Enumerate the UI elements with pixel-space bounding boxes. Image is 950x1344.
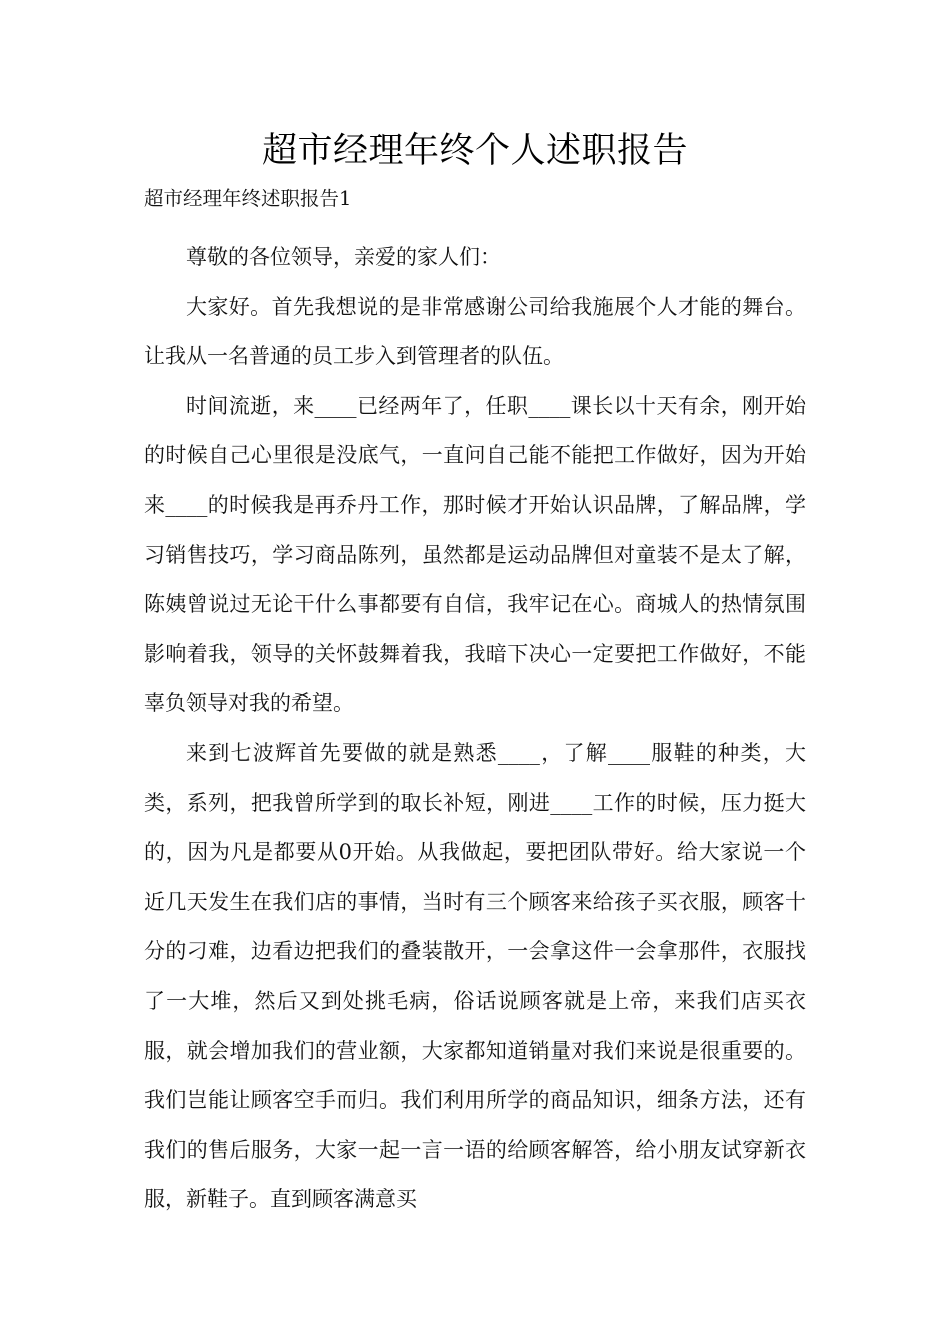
paragraph-thanks: 大家好。首先我想说的是非常感谢公司给我施展个人才能的舞台。让我从一名普通的员工步入到管理者的队伍。 — [144, 294, 806, 369]
document-title: 超市经理年终个人述职报告 — [261, 131, 688, 171]
document-body — [144, 233, 806, 1225]
paragraph-experience: 时间流逝，来____已经两年了，任职____课长以十天有余，刚开始的时候自己心里很是没底气，一直问自己能不能把工作做好，因为开始来____的时候我是再乔丹工作，那时候才开始认识品牌，了解品牌，学习销售技巧，学习商品陈列，虽然都是运动品牌但对童装不是太了解，陈姨曾说过无论干什么事都要有自信，我牢记在心。商城人的热情氛围影响着我，领导的关怀鼓舞着我，我暗下决心一定要把工作做好，不能辜负领导对我的希望。 — [144, 393, 806, 716]
paragraph-story: 来到七波辉首先要做的就是熟悉____，了解____服鞋的种类，大类，系列，把我曾所学到的取长补短，刚进____工作的时候，压力挺大的，因为凡是都要从0开始。从我做起，要把团队带好。给大家说一个近几天发生在我们店的事情，当时有三个顾客来给孩子买衣服，顾客十分的刁难，边看边把我们的叠装散开，一会拿这件一会拿那件，衣服找了一大堆，然后又到处挑毛病，俗话说顾客就是上帝，来我们店买衣服，就会增加我们的营业额，大家都知道销量对我们来说是很重要的。我们岂能让顾客空手而归。我们利用所学的商品知识，细条方法，还有我们的售后服务，大家一起一言一语的给顾客解答，给小朋友试穿新衣服，新鞋子。直到顾客满意买 — [144, 740, 806, 1212]
paragraph-greeting: 尊敬的各位领导，亲爱的家人们： — [186, 245, 501, 269]
document-subtitle: 超市经理年终述职报告1 — [144, 187, 352, 210]
